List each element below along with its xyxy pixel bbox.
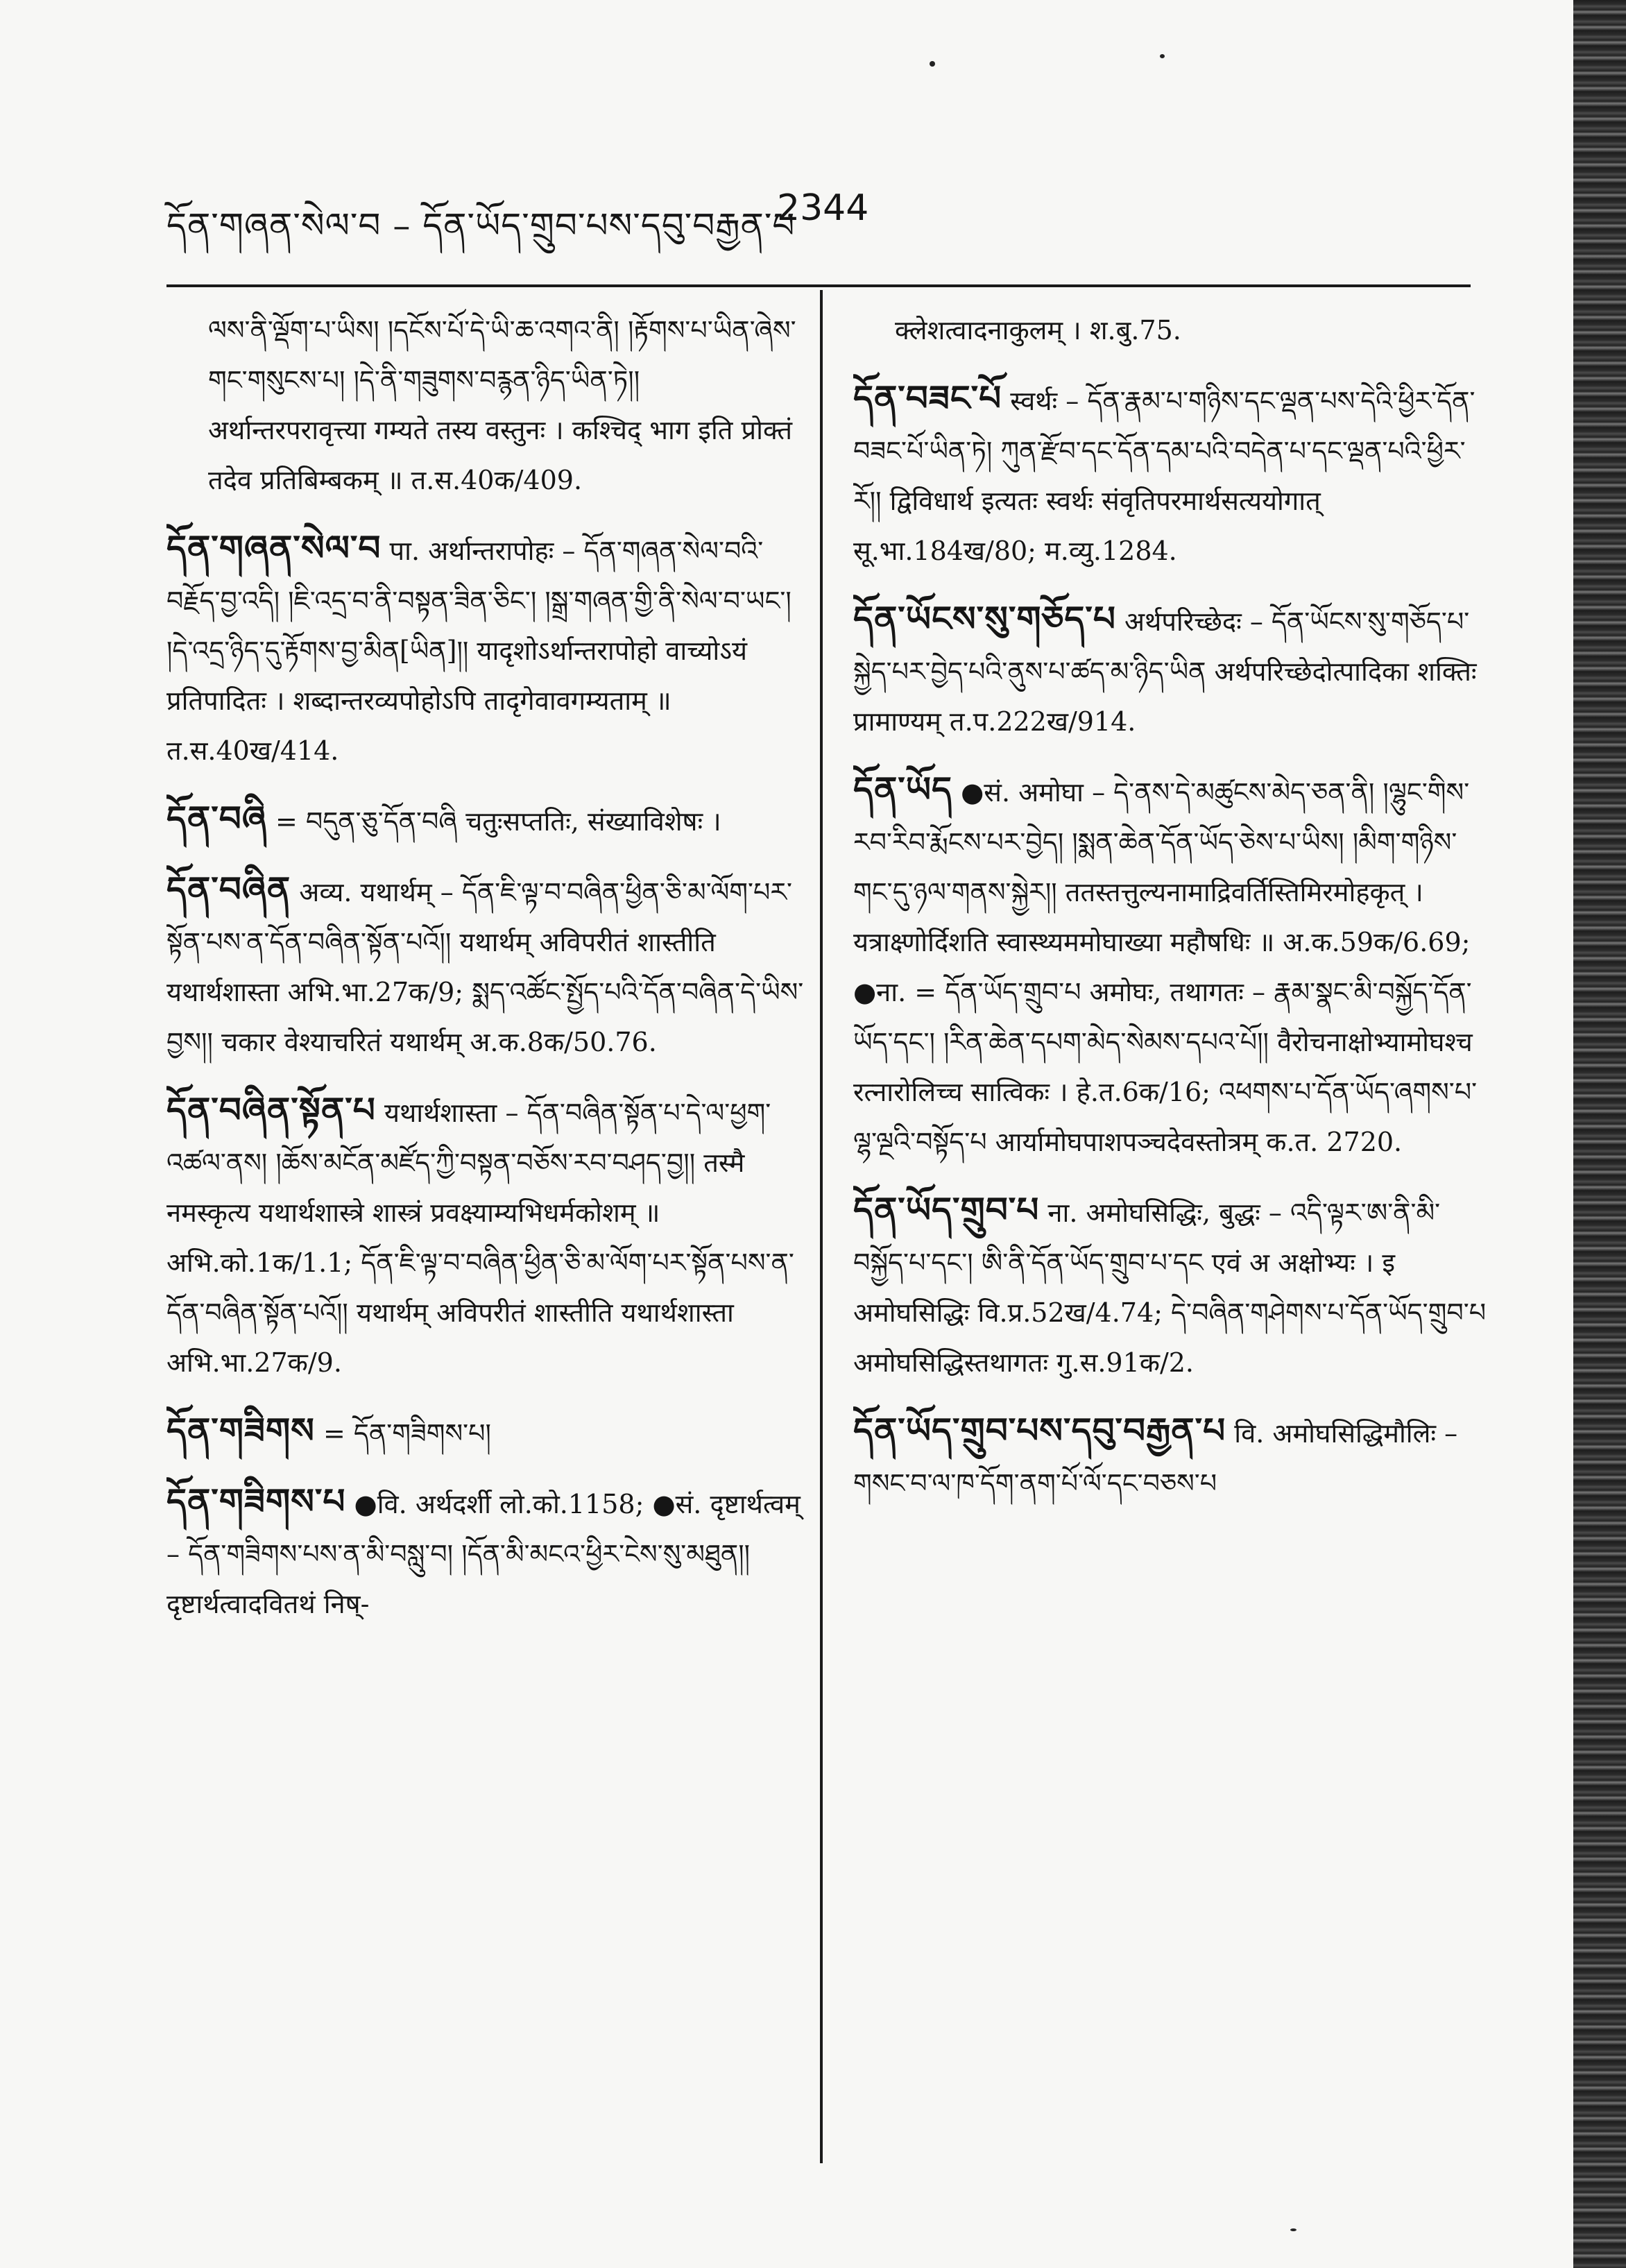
dictionary-entry (166, 1406, 805, 1458)
dictionary-entry (208, 305, 805, 505)
entry-text: वि. अमोघसिद्धिमौलिः – གསང་བ་ལ་ཁ་དོག་ནག་པོ་ལོ་དང་བཅས་པ (853, 1418, 1458, 1499)
dictionary-entry (853, 1185, 1491, 1388)
left-column (166, 305, 805, 2234)
entry-text: स्वर्थः – དོན་རྣམ་པ་གཉིས་དང་ལྡན་པས་དེའི་ཕྱིར་དོན་བཟང་པོ་ཡིན་ཏེ། ཀུན་རྫོབ་དང་དོན་དམ་པའི་བདེན་པ་དང་ལྡན་པའི་ཕྱིར་རོ།། द्विविधार्थ इत्यतः स्वर्थः संवृतिपरमार्थसत्ययोगात् सू.भा.184ख/80; म.व्यु.1284. (853, 386, 1475, 566)
entry-headword: དོན་གཞན་སེལ་བ (166, 527, 382, 568)
dictionary-entry (853, 1406, 1491, 1508)
scan-speck (930, 61, 935, 67)
running-head (166, 187, 1415, 250)
scan-binding-edge (1573, 0, 1626, 2268)
entry-text: यथार्थशास्ता – དོན་བཞིན་སྟོན་པ་དེ་ལ་ཕྱག་འཚལ་ནས། །ཆོས་མངོན་མཛོད་ཀྱི་བསྟན་བཅོས་རབ་བཤད་བྱ།། तस्मै नमस्कृत्य यथार्थशास्त्रे शास्त्रं प्रवक्ष्याम्यभिधर्मकोशम् ॥ अभि.को.1क/1.1; དོན་ཇི་ལྟ་བ་བཞིན་ཕྱིན་ཅི་མ་ལོག་པར་སྟོན་པས་ན་དོན་བཞིན་སྟོན་པའོ།། यथार्थम् अविपरीतं शास्तीति यथार्थशास्ता अभि.भा.27क/9. (166, 1098, 794, 1378)
entry-headword: དོན་ཡོངས་སུ་གཅོད་པ (853, 598, 1116, 639)
header-rule (166, 284, 1471, 287)
entry-headword: དོན་གཟིགས་པ (166, 1481, 346, 1521)
entry-text: क्लेशत्वादनाकुलम् । श.बु.75. (895, 315, 1181, 346)
entry-text: ●वि. अर्थदर्शी लो.को.1158; ●सं. दृष्टार्थत्वम् – དོན་གཟིགས་པས་ན་མི་བསླུ་བ། །དོན་མི་མངའ་ཕྱིར་ངེས་སུ་མཐུན།། दृष्टार्थत्वादवितथं निष्- (166, 1489, 801, 1619)
entry-headword: དོན་ཡོད་གྲུབ་པ (853, 1189, 1040, 1230)
dictionary-entry (166, 1085, 805, 1388)
entry-headword: དོན་བཞིན་སྟོན་པ (166, 1089, 376, 1130)
entry-headword: དོན་གཟིགས (166, 1410, 315, 1451)
dictionary-entry (166, 864, 805, 1067)
entry-headword: དོན་བཞི (166, 798, 267, 839)
dictionary-entry (853, 373, 1491, 576)
entry-text: पा. अर्थान्तरापोहः – དོན་གཞན་སེལ་བའི་བརྗོད་བྱ་འདི། །ཇི་འདྲ་བ་ནི་བསྟན་ཟིན་ཅིང་། །སྒྲ་གཞན་གྱི་ནི་སེལ་བ་ཡང་། །དེ་འདྲ་ཉིད་དུ་རྟོགས་བྱ་མིན[ཡིན]།། यादृशोऽर्थान्तरापोहो वाच्योऽयं प्रतिपादितः । शब्दान्तरव्यपोहोऽपि तादृगेवावगम्यताम् ॥ त.स.40ख/414. (166, 536, 791, 766)
dictionary-entry (895, 305, 1491, 355)
entry-text: ●सं. अमोघा – དེ་ནས་དེ་མཚུངས་མེད་ཅན་ནི། །ལྷུང་གིས་རབ་རིབ་རྨོངས་པར་བྱེད། །སྨན་ཆེན་དོན་ཡོད་ཅེས་པ་ཡིས། །མིག་གཉིས་གང་དུ་ཉལ་གནས་སྐྱེར།། ततस्तत्तुल्यनामाद्रिवर्तिस्तिमिरमोहकृत् । यत्राक्ष्णोर्दिशति स्वास्थ्यममोघाख्या महौषधिः ॥ अ.क.59क/6.69; ●ना. = དོན་ཡོད་གྲུབ་པ अमोघः, तथागतः – རྣམ་སྣང་མི་བསྐྱོད་དོན་ཡོད་དང་། །རིན་ཆེན་དཔག་མེད་སེམས་དཔའ་པོ།། वैरोचनाक्षोभ्यामोघश्च रत्नारोलिच्च सात्विकः । हे.त.6क/16; འཕགས་པ་དོན་ཡོད་ཞགས་པ་ལྷ་ལྔའི་བསྟོད་པ आर्यामोघपाशपञ्चदेवस्तोत्रम् क.त. 2720. (853, 777, 1478, 1157)
page-number: 2344 (777, 187, 869, 229)
dictionary-entry (853, 594, 1491, 747)
entry-headword: དོན་ཡོད (853, 769, 952, 810)
dictionary-entry (166, 523, 805, 776)
scan-speck (1290, 2228, 1296, 2231)
scan-speck (1160, 54, 1165, 58)
entry-text: ལས་ནི་ལྡོག་པ་ཡིས། །དངོས་པོ་དེ་ཡི་ཆ་འགའ་ནི། །རྟོགས་པ་ཡིན་ཞེས་གང་གསུངས་པ། །དེ་ནི་གཟུགས་བརྙན་ཉིད་ཡིན་ཏེ།། अर्थान्तरपरावृत्त्या गम्यते तस्य वस्तुनः । कश्चिद् भाग इति प्रोक्तं तदेव प्रतिबिम्बकम् ॥ त.स.40क/409. (208, 315, 796, 495)
entry-text: ना. अमोघसिद्धिः, बुद्धः – འདི་ལྟར་ཨ་ནི་མི་བསྐྱོད་པ་དང་། ཨི་ནི་དོན་ཡོད་གྲུབ་པ་དང एवं अ अक्षोभ्यः । इ अमोघसिद्धिः वि.प्र.52ख/4.74; དེ་བཞིན་གཤེགས་པ་དོན་ཡོད་གྲུབ་པ अमोघसिद्धिस्तथागतः गु.स.91क/2. (853, 1197, 1487, 1378)
entry-headword: དོན་ཡོད་གྲུབ་པས་དབུ་བརྒྱན་པ (853, 1410, 1226, 1451)
dictionary-entry (166, 1476, 805, 1629)
column-divider (820, 290, 823, 2163)
entry-text: अर्थपरिच्छेदः – དོན་ཡོངས་སུ་གཅོད་པ་སྐྱེད་པར་བྱེད་པའི་ནུས་པ་ཚད་མ་ཉིད་ཡིན अर्थपरिच्छेदोत्पादिका शक्तिः प्रामाण्यम् त.प.222ख/914. (853, 606, 1477, 737)
running-title: དོན་གཞན་སེལ་བ – དོན་ཡོད་གྲུབ་པས་དབུ་བརྒྱན་པ (166, 205, 796, 246)
dictionary-entry (166, 794, 805, 846)
right-column (853, 305, 1491, 2234)
dictionary-entry (853, 765, 1491, 1167)
entry-text: अव्य. यथार्थम् – དོན་ཇི་ལྟ་བ་བཞིན་ཕྱིན་ཅི་མ་ལོག་པར་སྟོན་པས་ན་དོན་བཞིན་སྟོན་པའོ།། यथार्थम् अविपरीतं शास्तीति यथार्थशास्ता अभि.भा.27क/9; སྨད་འཚོང་སྤྱོད་པའི་དོན་བཞིན་དེ་ཡིས་བྱས།། चकार वेश्याचरितं यथार्थम् अ.क.8क/50.76. (166, 877, 804, 1057)
entry-headword: དོན་བཞིན (166, 869, 291, 910)
entry-text: = བདུན་ཅུ་དོན་བཞི चतुःसप्ततिः, संख्याविशेषः । (275, 806, 721, 837)
entry-headword: དོན་བཟང་པོ (853, 377, 1002, 418)
entry-text: = དོན་གཟིགས་པ། (323, 1418, 491, 1449)
